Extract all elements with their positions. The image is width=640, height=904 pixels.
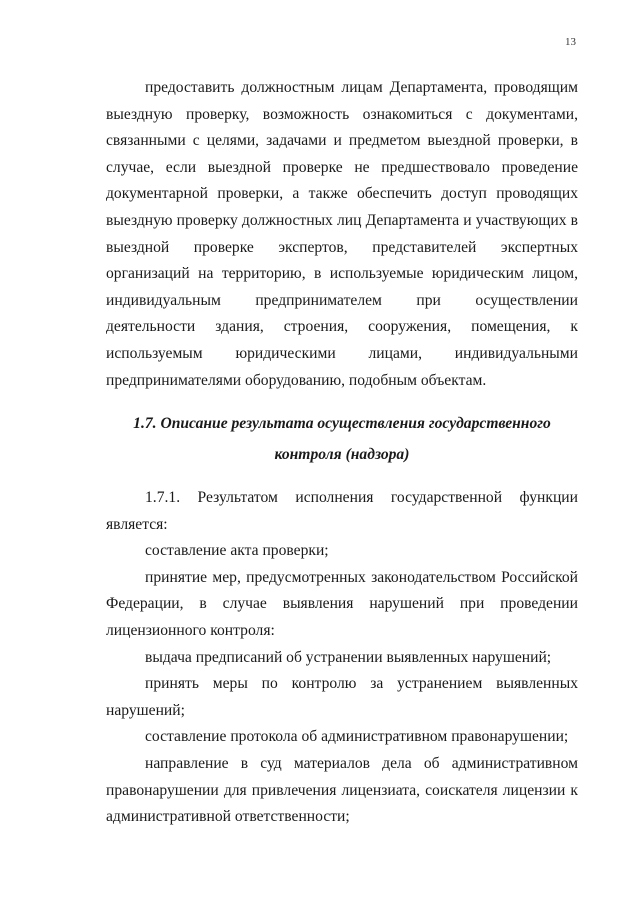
result-paragraph: составление протокола об административном правонарушении; [145, 728, 569, 746]
result-list [106, 485, 578, 831]
result-paragraph: составление акта проверки; [145, 542, 329, 560]
section-heading-line-2: контроля (надзора) [274, 446, 410, 463]
result-paragraph: принятие мер, предусмотренных законодательством Российской Федерации, в случае выявления нарушений при проведении лицензионного контроля: [106, 568, 578, 639]
intro-paragraph: предоставить должностным лицам Департамента, проводящим выездную проверку, возможность ознакомиться с документами, связанными с целями, задачами и предметом выездной проверки, в случае, если выездной проверке не предшествовало проведение документарной проверки, а также обеспечить доступ проводящих выездную проверку должностных лиц Департамента и участвующих в выездной проверке экспертов, представителей экспертных организаций на территорию, в используемые юридическим лицом, индивидуальным предпринимателем при осуществлении деятельности здания, строения, сооружения, помещения, к используемым юридическими лицами, индивидуальными предпринимателями оборудованию, подобным объектам. [106, 79, 578, 389]
section-heading-line-1: 1.7. Описание результата осуществления государственного [133, 415, 551, 432]
intro-block [106, 75, 578, 394]
result-paragraph: выдача предписаний об устранении выявленных нарушений; [145, 648, 552, 666]
result-paragraph: направление в суд материалов дела об административном правонарушении для привлечения лицензиата, соискателя лицензии к административной ответственности; [106, 754, 578, 826]
section-heading [106, 408, 578, 470]
result-paragraph: 1.7.1. Результатом исполнения государственной функции является: [106, 489, 578, 533]
result-paragraph: принять меры по контролю за устранением выявленных нарушений; [106, 675, 578, 719]
page-number: 13 [565, 36, 576, 48]
